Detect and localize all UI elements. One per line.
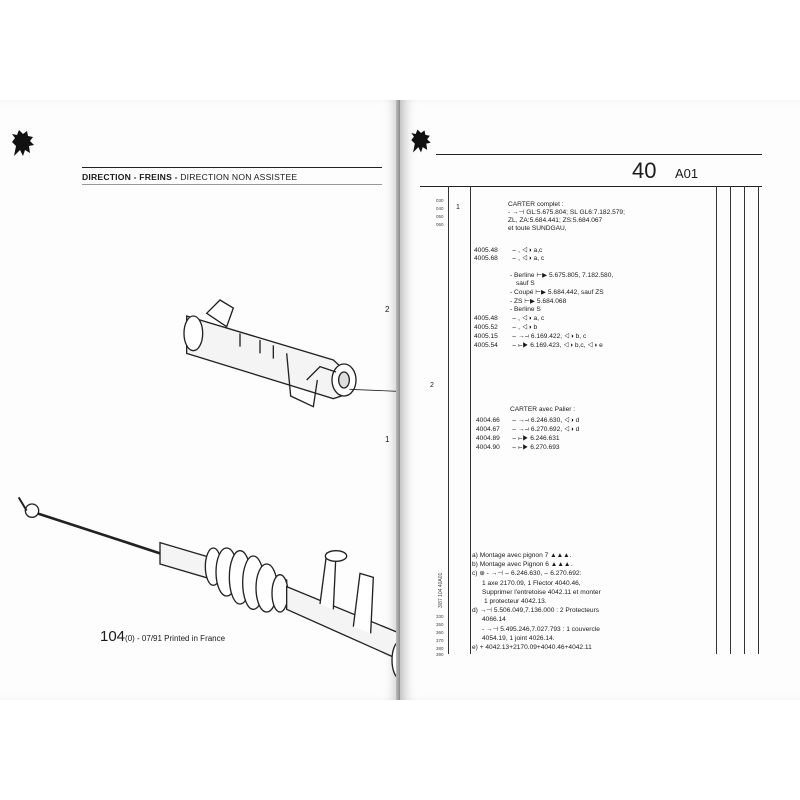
section-title-bold: DIRECTION - FREINS - (82, 172, 178, 182)
steering-rack-diagram (0, 100, 400, 700)
part-description: ⌢ , ◁◑ b (512, 324, 538, 331)
callout-2: 2 (385, 305, 390, 314)
column-divider (758, 186, 759, 654)
left-bellows-drawing (205, 548, 288, 612)
part-description: ⌢ , ◁◑ a, c (512, 255, 545, 262)
column-divider (716, 186, 717, 654)
bottom-ref-number: 360 (436, 630, 444, 635)
side-reference-label: 3/87 104 40A01 (438, 572, 444, 608)
ref-number: 040 (436, 206, 444, 211)
note-line: e) + 4042.13+2170.09+4040.46+4042.11 (472, 644, 592, 651)
part-number: 4005.48 (474, 315, 498, 322)
part-description: ⌢ ⊢▶ 6.169.423, ◁◑ b,c, ◁◑ e (512, 342, 603, 349)
item1-line: - →⊣ GL:5.675.804; SL GL6:7.182.579; (508, 209, 625, 216)
note-line: 1 axe 2170.09, 1 Flector 4040.46, (482, 580, 581, 587)
item1-line: et toute SUNDGAU, (508, 225, 567, 232)
bottom-ref-number: 350 (436, 622, 444, 627)
page-footer (100, 628, 225, 646)
section-title-normal: DIRECTION NON ASSISTEE (180, 172, 298, 182)
part-description: ⌢ , ◁◑ a, c (512, 315, 545, 322)
note-line: - →⊣ 5.495.246,7.027.793 : 1 couvercle (482, 626, 600, 633)
ref-number: 050 (436, 214, 444, 219)
leader-line-2 (349, 389, 400, 396)
bottom-ref-number: 330 (436, 614, 444, 619)
variant-line: sauf S (516, 280, 535, 287)
section-code: 40 (632, 158, 657, 183)
right-header-rule (436, 154, 762, 155)
note-line: Supprimer l'entretoise 4042.11 et monter (482, 589, 601, 596)
variant-line: - ZS ⊢▶ 5.684.068 (510, 298, 567, 305)
section-subcode: A01 (675, 166, 699, 181)
bottom-ref-number: 380 (436, 646, 444, 651)
note-line: d) →⊣ 5.506.049,7.136.000 : 2 Protecteurs (472, 607, 600, 614)
item1-title: CARTER complet : (508, 201, 564, 208)
column-divider (448, 186, 449, 654)
part-number: 4004.90 (476, 444, 500, 451)
variant-line: - Berline S (510, 306, 541, 313)
carter-housing-drawing (184, 300, 356, 407)
variant-line: - Berline ⊢▶ 5.675.805, 7.182.580, (510, 272, 614, 279)
item1-line: ZL, ZA:5.684.441; ZS:5.684.067 (508, 217, 603, 224)
item-number: 2 (430, 382, 434, 389)
peugeot-lion-logo-right (406, 126, 436, 156)
part-number: 4005.15 (474, 333, 498, 340)
part-description: ⌢ , ◁◑ a,c (512, 247, 543, 254)
left-page (0, 100, 400, 700)
part-description: ⌢ →⊣ 6.169.422, ◁◑ b, c (512, 333, 587, 340)
right-header-rule-bottom (420, 186, 762, 187)
variant-line: - Coupé ⊢▶ 5.684.442, sauf ZS (510, 289, 604, 296)
part-description: ⌢ ⊢▶ 6.270.693 (512, 444, 560, 451)
note-line: 4066.14 (482, 616, 506, 623)
part-description: ⌢ ⊢▶ 6.246.631 (512, 435, 560, 442)
part-number: 4004.67 (476, 426, 500, 433)
complete-rack-drawing (19, 497, 400, 700)
part-number: 4005.48 (474, 247, 498, 254)
callout-1: 1 (385, 435, 390, 444)
note-line: b) Montage avec Pignon 6 ▲▲▲. (472, 561, 573, 568)
column-divider (470, 186, 471, 654)
bottom-ref-number: 390 (436, 652, 444, 657)
column-divider (730, 186, 731, 654)
part-number: 4005.68 (474, 255, 498, 262)
item-number: 1 (456, 204, 460, 211)
column-divider (744, 186, 745, 654)
part-description: ⌢ →⊣ 6.270.692, ◁◑ d (512, 426, 580, 433)
note-line: 4054.19, 1 joint 4026.14. (482, 635, 555, 642)
ref-number: 030 (436, 198, 444, 203)
part-number: 4004.89 (476, 435, 500, 442)
open-book (0, 100, 800, 700)
part-description: ⌢ →⊣ 6.246.630, ◁◑ d (512, 417, 580, 424)
note-line: c) ⊕ - →⊣ ⌢ 6.246.630, ⌢ 6.270.692: (472, 570, 582, 577)
item2-title: CARTER avec Palier : (510, 406, 576, 413)
note-line: a) Montage avec pignon 7 ▲▲▲. (472, 552, 572, 559)
bottom-ref-number: 370 (436, 638, 444, 643)
part-number: 4005.54 (474, 342, 498, 349)
right-page (400, 100, 800, 700)
ref-number: 060 (436, 222, 444, 227)
part-number: 4004.66 (476, 417, 500, 424)
note-line: 1 protecteur 4042.13. (484, 598, 547, 605)
page-number: 104 (100, 628, 126, 645)
footer-suffix: (0) - 07/91 Printed in France (125, 634, 226, 643)
part-number: 4005.52 (474, 324, 498, 331)
